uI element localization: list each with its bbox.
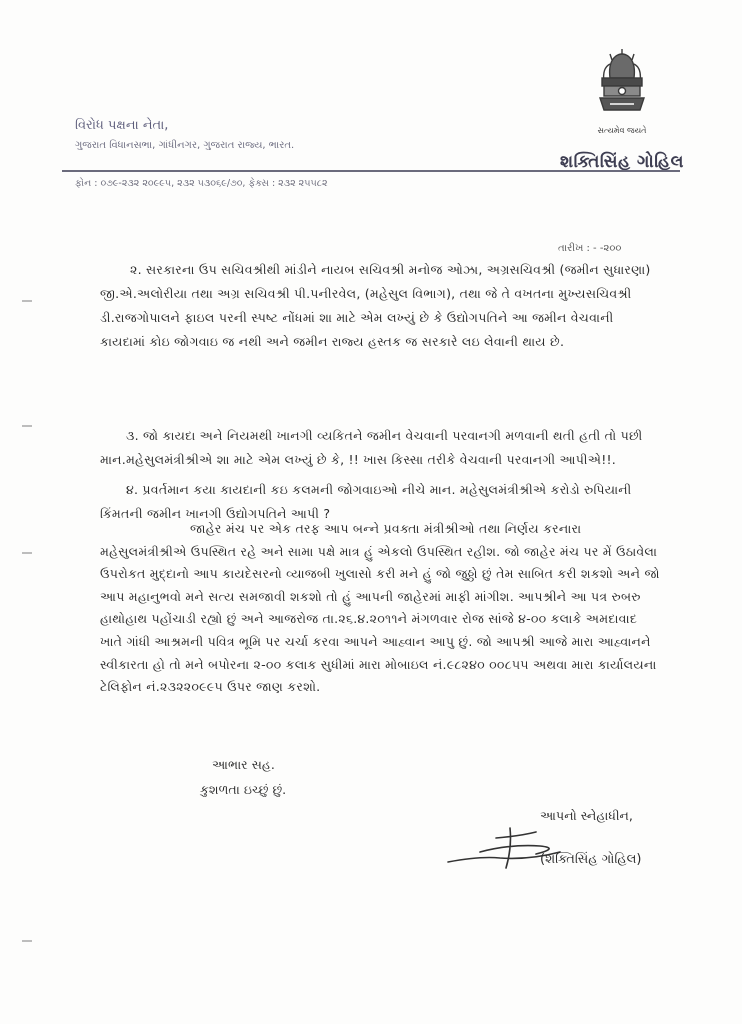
letterhead-divider bbox=[62, 170, 680, 172]
phone-fax-line: ફોન : ૦૭૯-૨૩૨ ૨૦૯૯૫, ૨૩૨ ૫૩૦૬૯/૭૦, ફેક્સ : ૨૩૨ ૨૫૫૮૨ bbox=[75, 178, 328, 189]
paragraph-challenge: જાહેર મંચ પર એક તરફ આપ બન્ને પ્રવક્તા મંત્રીશ્રીઓ તથા નિર્ણય કરનારા મહેસુલમંત્રીશ્રીએ ઉપસ્થિત રહે અને સામા પક્ષે માત્ર હું એકલો ઉપસ્થિત રહીશ. જો જાહેર મંચ પર મેં ઉઠાવેલા ઉપરોકત મુદ્દાનો આપ કાયદેસરનો વ્યાજબી ખુલાસો કરી મને હું જો જુઠ્ઠો છું તેમ સાબિત કરી શકશો અને જો આપ મહાનુભવો મને સત્ય સમજાવી શકશો તો હું આપની જાહેરમાં માફી માંગીશ. આપશ્રીને આ પત્ર રુબરુ હાથોહાથ પહોંચાડી રહ્યો છું અને આજરોજ તા.૨૬.૪.૨૦૧૧ને મંગળવાર રોજ સાંજે ૪-૦૦ કલાકે અમદાવાદ ખાતે ગાંધી આશ્રમની પવિત્ર ભૂમિ પર ચર્ચા કરવા આપને આહ્વાન આપુ છું. જો આપશ્રી આજે મારા આહ્વાનને સ્વીકારતા હો તો મને બપોરના ૨-૦૦ કલાક સુધીમાં મારા મોબાઇલ નં.૯૮૨૪૦ ૦૦૮૫૫ અથવા મારા કાર્યાલયના ટેલિફોન નં.૨૩૨૨૦૯૯૫ ઉપર જાણ કરશો. bbox=[100, 521, 660, 695]
signatory-name: (શક્તિસિંહ ગોહિલ) bbox=[540, 852, 642, 867]
address-line: ગુજરાત વિધાનસભા, ગાંધીનગર, ગુજરાત રાજ્ય, ભારત. bbox=[75, 140, 295, 151]
paragraph-3: ૩. જો કાયદા અને નિયમથી ખાનગી વ્યકિતને જમીન વેચવાની પરવાનગી મળવાની થતી હતી તો પછી માન.મહેસુલમંત્રીશ્રીએ શા માટે એમ લખ્યું છે કે, !! ખાસ કિસ્સા તરીકે વેચવાની પરવાનગી આપીએ!!. bbox=[100, 428, 643, 467]
date-line: તારીખ : - -૨૦૦ bbox=[558, 243, 622, 254]
thanks-line: આભાર સહ. bbox=[212, 757, 275, 772]
scan-mark bbox=[22, 425, 32, 427]
handwritten-signature bbox=[440, 818, 590, 876]
designation-line: વિરોધ પક્ષના નેતા, bbox=[75, 118, 169, 133]
paragraph-4: ૪. પ્રવર્તમાન કયા કાયદાની કઇ કલમની જોગવાઇઓ નીચે માન. મહેસુલમંત્રીશ્રીએ કરોડો રુપિયાની કિંમતની જમીન ખાનગી ઉદ્યોગપતિને આપી ? bbox=[100, 482, 632, 521]
scan-mark bbox=[22, 940, 32, 942]
scan-mark bbox=[22, 300, 32, 302]
scan-mark bbox=[22, 552, 32, 554]
national-emblem bbox=[590, 48, 654, 140]
lion-capital-icon bbox=[590, 48, 654, 128]
paragraph-2: ૨. સરકારના ઉપ સચિવશ્રીથી માંડીને નાયબ સચિવશ્રી મનોજ ઓઝા, અગ્રસચિવશ્રી (જમીન સુધારણા) જી.એ.અલોરીયા તથા અગ્ર સચિવશ્રી પી.પનીરવેલ, (મહેસુલ વિભાગ), તથા જે તે વખતના મુખ્યસચિવશ્રી ડી.રાજગોપાલને ફાઇલ પરની સ્પષ્ટ નોંધમાં શા માટે એમ લખ્યું છે કે ઉદ્યોગપતિને આ જમીન વેચવાની કાયદામાં કોઇ જોગવાઇ જ નથી અને જમીન રાજ્ય હસ્તક જ સરકારે લઇ લેવાની થાય છે. bbox=[100, 262, 651, 349]
emblem-motto: સત્યમેવ જયતે bbox=[597, 126, 647, 135]
signature-icon bbox=[440, 818, 590, 876]
closing-salutation: આપનો સ્નેહાધીન, bbox=[540, 808, 633, 823]
wishes-line: કુશળતા ઇચ્છું છું. bbox=[200, 782, 287, 797]
letterhead-name: શક્તિસિંહ ગોહિલ bbox=[560, 152, 684, 172]
